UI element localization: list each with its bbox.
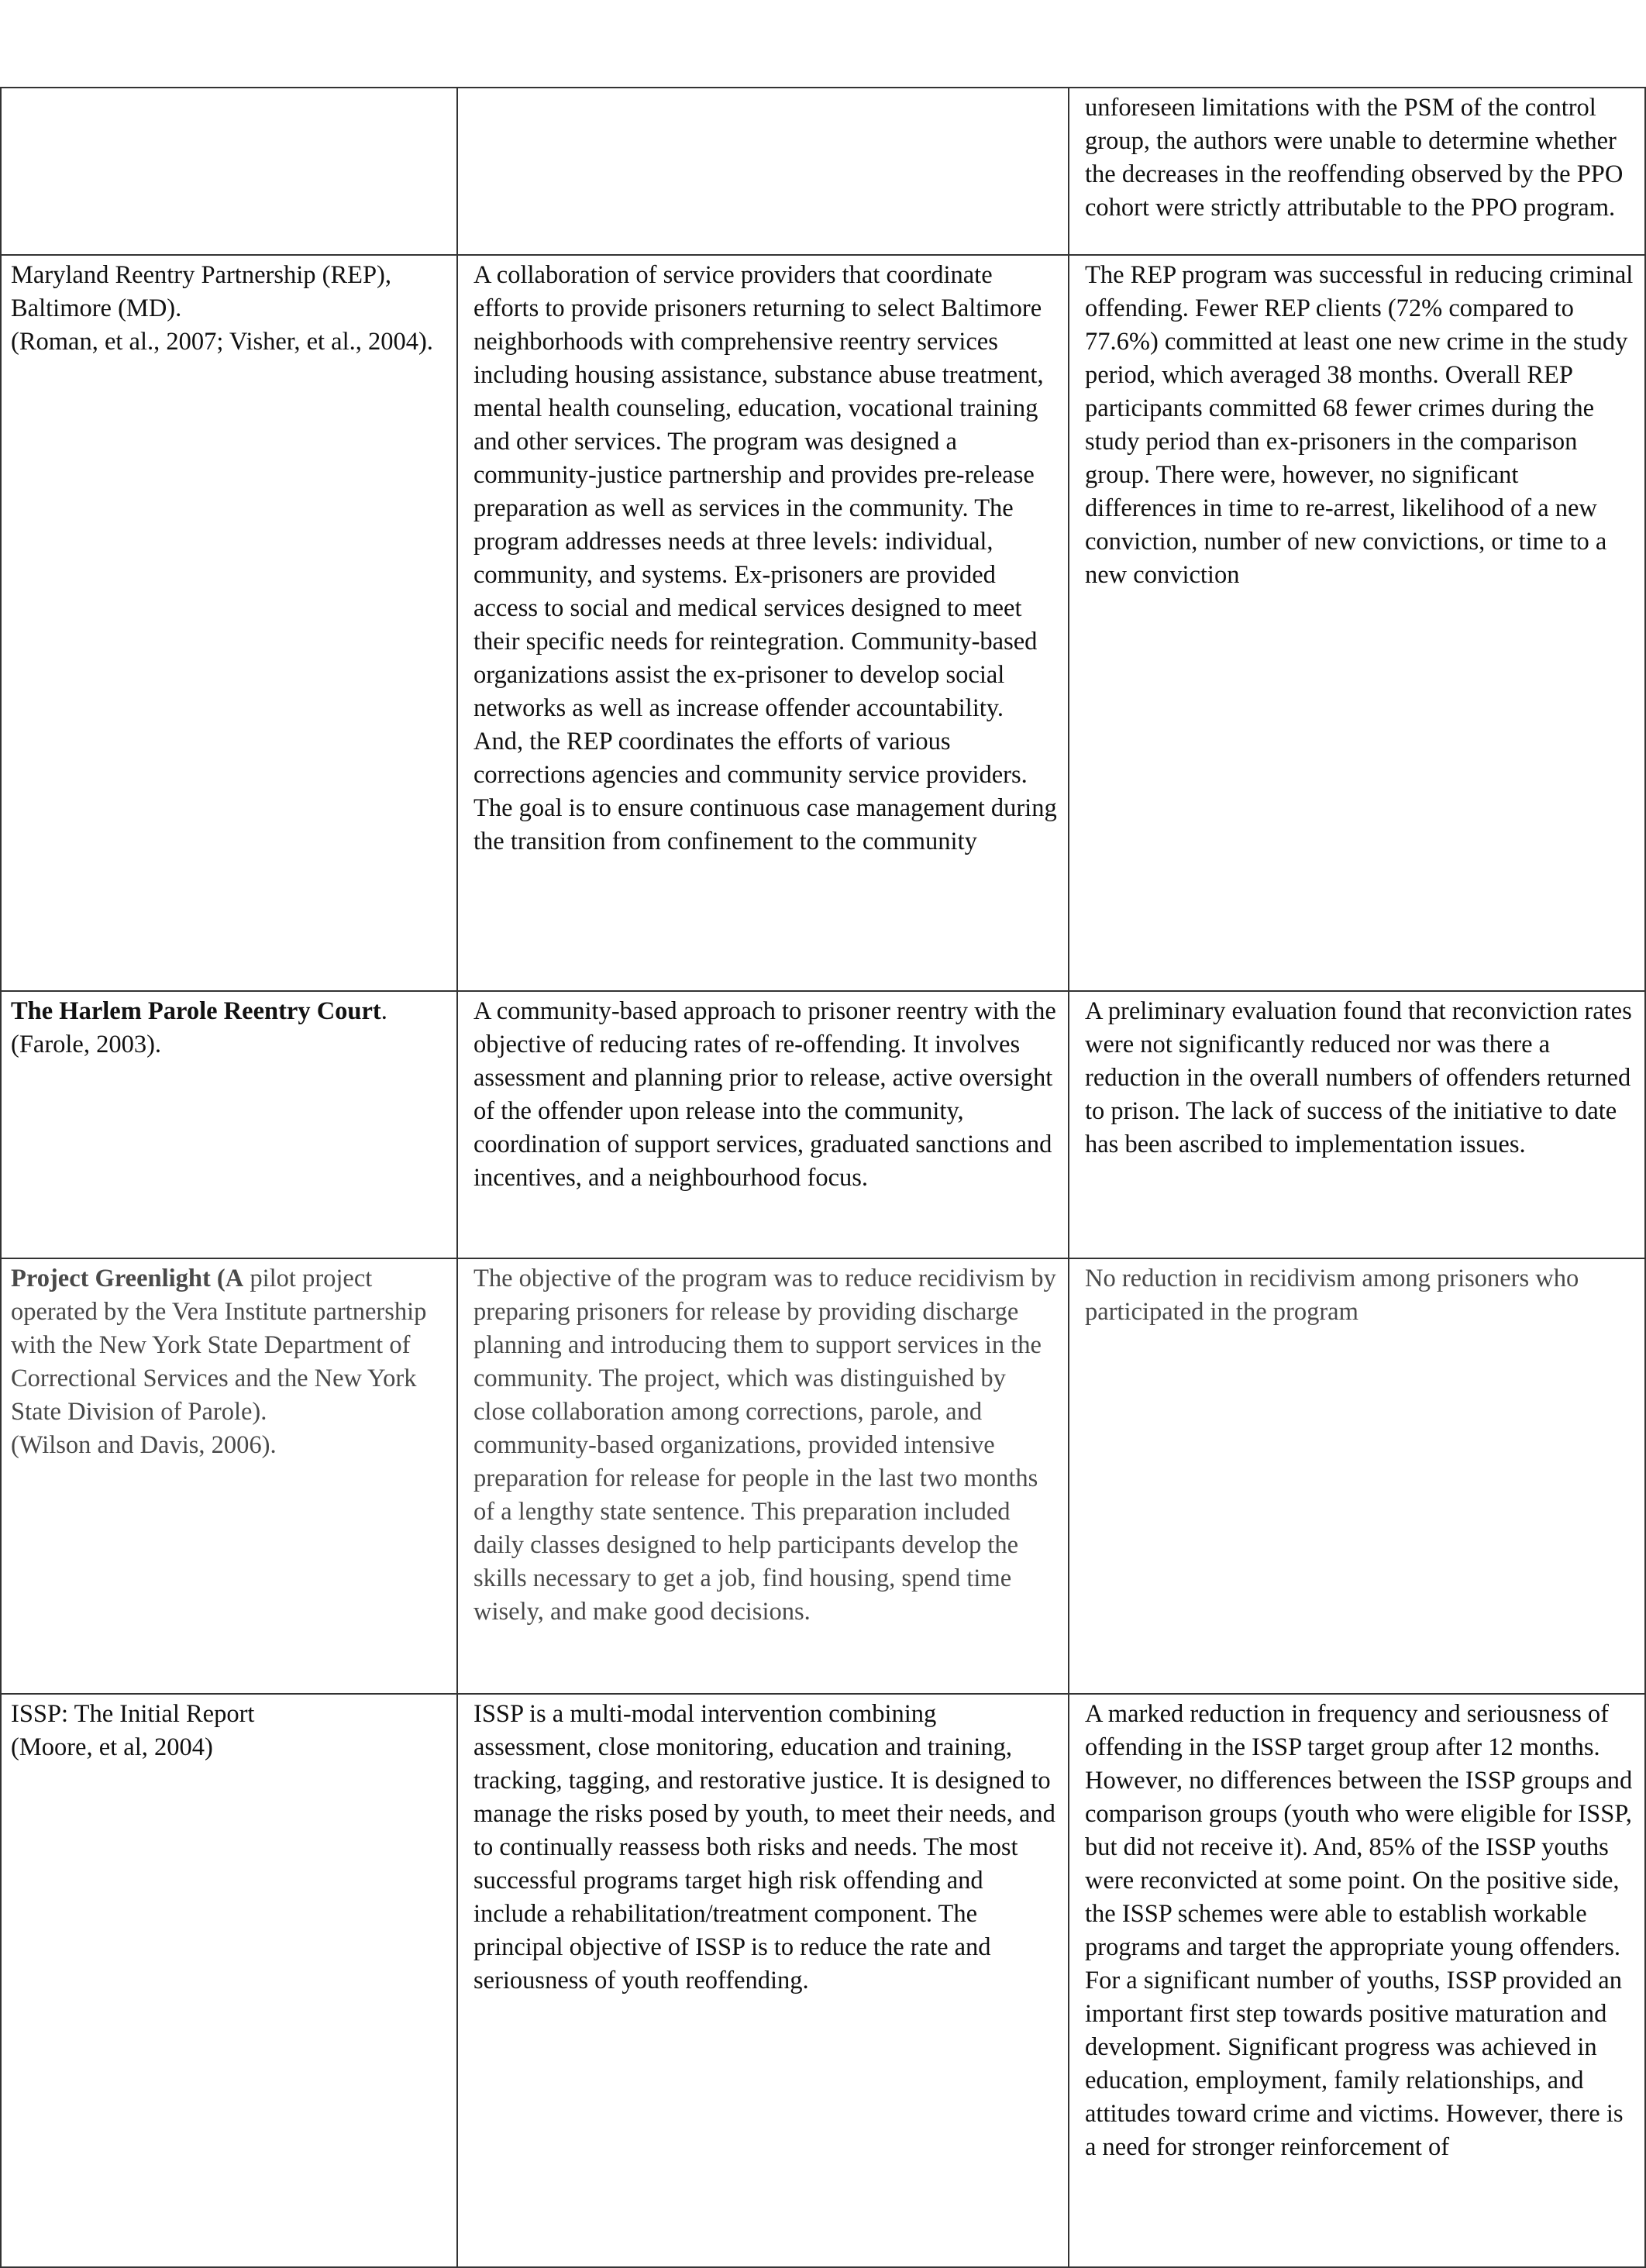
program-name: ISSP: The Initial Report [11,1700,255,1728]
description-cell [457,1258,1069,1694]
program-outcome: The REP program was successful in reducing criminal offending. Fewer REP clients (72% compared to 77.6%) committed at least one new crime in the study period, which averaged 38 months. Overall REP participants committed 68 fewer crimes during the study period than ex-prisoners in the comparison group. There were, however, no significant differences in time to re-arrest, likelihood of a new conviction, number of new convictions, or time to a new conviction [1085,261,1634,589]
program-citation: (Roman, et al., 2007; Visher, et al., 2004). [11,328,433,356]
program-cell [1,1258,457,1694]
program-citation: (Moore, et al, 2004) [11,1733,213,1761]
outcome-cell [1069,991,1645,1258]
program-outcome: A marked reduction in frequency and seriousness of offending in the ISSP target group after 12 months. However, no differences between the ISSP groups and comparison groups (youth who were eligible for ISSP, but did not receive it). And, 85% of the ISSP youths were reconvicted at some point. On the positive side, the ISSP schemes were able to establish workable programs and target the appropriate young offenders. For a significant number of youths, ISSP provided an important first step towards positive maturation and development. Significant progress was achieved in education, employment, family relationships, and attitudes toward crime and victims. However, there is a need for stronger reinforcement of [1085,1700,1633,2161]
program-description: A community-based approach to prisoner reentry with the objective of reducing rates of re-offending. It involves assessment and planning prior to release, active oversight of the offender upon release into the community, coordination of support services, graduated sanctions and incentives, and a neighbourhood focus. [473,997,1056,1192]
program-name: The Harlem Parole Reentry Court [11,997,381,1025]
table-row [1,1258,1645,1694]
description-cell [457,1694,1069,2267]
description-cell [457,255,1069,991]
table-row [1,1694,1645,2267]
program-citation: (Wilson and Davis, 2006). [11,1431,277,1459]
program-cell [1,88,457,255]
program-name: Project Greenlight (A [11,1265,244,1292]
program-outcome: A preliminary evaluation found that reconviction rates were not significantly reduced nor was there a reduction in the overall numbers of offenders returned to prison. The lack of success of the initiative to date has been ascribed to implementation issues. [1085,997,1632,1158]
outcome-cell [1069,88,1645,255]
program-cell [1,991,457,1258]
table-row [1,991,1645,1258]
description-cell [457,88,1069,255]
program-name-suffix: . [381,997,387,1025]
table-row [1,88,1645,255]
program-cell [1,1694,457,2267]
program-description: The objective of the program was to reduce recidivism by preparing prisoners for release by providing discharge planning and introducing them to support services in the community. The project, which was distinguished by close collaboration among corrections, parole, and community-based organizations, provided intensive preparation for release for people in the last two months of a lengthy state sentence. This preparation included daily classes designed to help participants develop the skills necessary to get a job, find housing, spend time wisely, and make good decisions. [473,1265,1056,1626]
outcome-cell [1069,1694,1645,2267]
programs-table [0,87,1646,2268]
program-name: Maryland Reentry Partnership (REP), Baltimore (MD). [11,261,392,322]
table-row [1,255,1645,991]
program-cell [1,255,457,991]
program-description: A collaboration of service providers that coordinate efforts to provide prisoners returning to select Baltimore neighborhoods with comprehensive reentry services including housing assistance, substance abuse treatment, mental health counseling, education, vocational training and other services. The program was designed a community-justice partnership and provides pre-release preparation as well as services in the community. The program addresses needs at three levels: individual, community, and systems. Ex-prisoners are provided access to social and medical services designed to meet their specific needs for reintegration. Community-based organizations assist the ex-prisoner to develop social networks as well as increase offender accountability. And, the REP coordinates the efforts of various corrections agencies and community service providers. The goal is to ensure continuous case management during the transition from confinement to the community [473,261,1057,855]
program-outcome: unforeseen limitations with the PSM of the control group, the authors were unable to determine whether the decreases in the reoffending observed by the PPO cohort were strictly attributable to the PPO program. [1085,94,1624,222]
outcome-cell [1069,255,1645,991]
description-cell [457,991,1069,1258]
outcome-cell [1069,1258,1645,1694]
program-name-rest: pilot project operated by the Vera Institute partnership with the New York State Department of Correctional Services and the New York State Division of Parole). [11,1265,427,1426]
program-description: ISSP is a multi-modal intervention combining assessment, close monitoring, education and training, tracking, tagging, and restorative justice. It is designed to manage the risks posed by youth, to meet their needs, and to continually reassess both risks and needs. The most successful programs target high risk offending and include a rehabilitation/treatment component. The principal objective of ISSP is to reduce the rate and seriousness of youth reoffending. [473,1700,1055,1994]
program-outcome: No reduction in recidivism among prisoners who participated in the program [1085,1265,1579,1326]
program-citation: (Farole, 2003). [11,1031,162,1058]
